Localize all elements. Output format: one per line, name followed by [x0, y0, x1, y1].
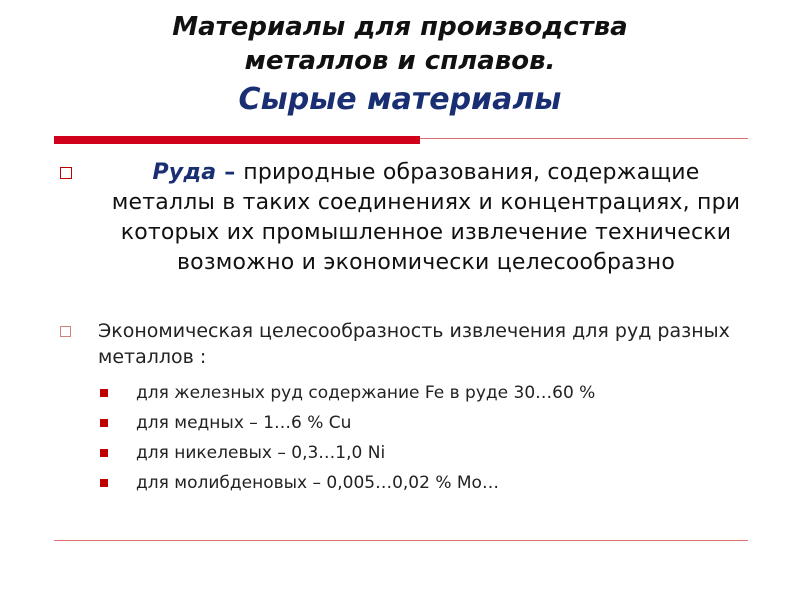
slide-content — [54, 158, 754, 498]
list-item-text: для медных – 1…6 % Cu — [136, 413, 352, 433]
ore-term: Руда — [152, 160, 217, 185]
bottom-divider — [54, 540, 748, 541]
square-bullet-icon — [100, 389, 108, 397]
square-bullet-icon — [100, 419, 108, 427]
square-bullet-icon — [100, 449, 108, 457]
list-item — [54, 438, 754, 468]
economic-feasibility-item — [54, 318, 754, 370]
ore-definition-item — [54, 158, 754, 278]
list-item-text: для железных руд содержание Fe в руде 30…60 % — [136, 383, 596, 403]
list-item — [54, 408, 754, 438]
list-item — [54, 378, 754, 408]
metal-content-list — [54, 378, 754, 498]
slide-title — [0, 10, 800, 120]
title-divider-thick — [54, 136, 420, 144]
ore-dash: – — [216, 160, 244, 185]
square-bullet-icon — [100, 479, 108, 487]
hollow-square-bullet-icon — [60, 167, 72, 179]
list-item-text: для молибденовых – 0,005…0,02 % Mo… — [136, 473, 499, 493]
title-line-1: Материалы для производства — [172, 12, 628, 42]
hollow-square-bullet-icon — [60, 326, 71, 337]
title-line-2: металлов и сплавов. — [244, 46, 556, 76]
list-item-text: для никелевых – 0,3…1,0 Ni — [136, 443, 386, 463]
list-item — [54, 468, 754, 498]
ore-definition-text: природные образования, содержащие металлы в таких соединениях и концентрациях, при которых их промышленное извлечение технически возможно и экономически целесообразно — [111, 160, 741, 275]
economic-feasibility-text: Экономическая целесообразность извлечения для руд разных металлов : — [98, 320, 730, 368]
title-subtitle: Сырые материалы — [238, 82, 562, 117]
